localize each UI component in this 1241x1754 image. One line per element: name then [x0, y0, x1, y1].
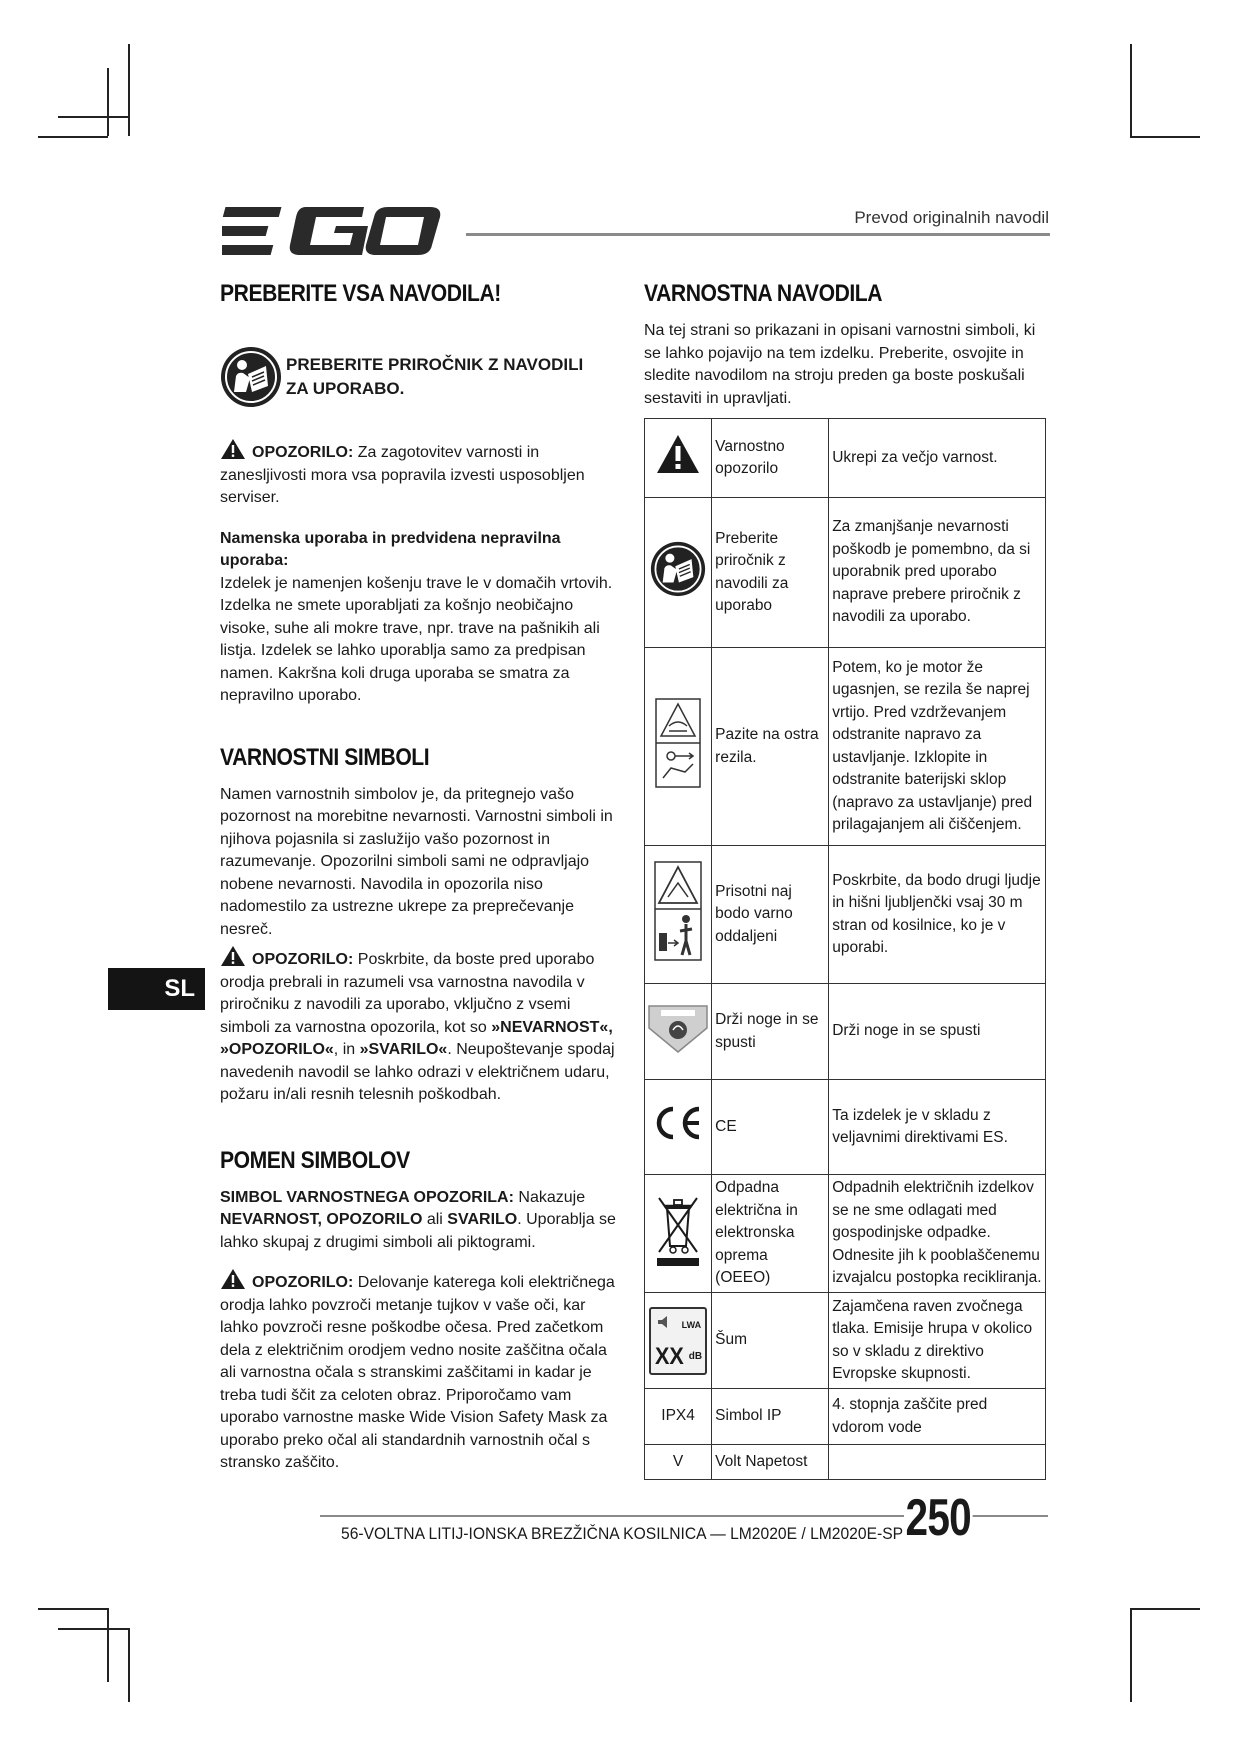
read-manual-line2: ZA UPORABO. — [286, 379, 405, 398]
symbol-meaning-text — [220, 1187, 622, 1255]
warning-repairs — [220, 438, 622, 510]
crop-mark — [1130, 1608, 1200, 1610]
symbol-name: CE — [712, 1080, 829, 1175]
symbol-meaning: Ukrepi za večjo varnost. — [829, 419, 1046, 498]
sound-db-unit: dB — [688, 1351, 703, 1362]
table-row — [645, 498, 1046, 648]
warning-triangle-icon — [655, 433, 701, 475]
header-title: Prevod originalnih navodil — [854, 208, 1049, 227]
symbol-cell — [645, 419, 712, 498]
read-manual-icon — [220, 346, 282, 408]
heading-symbol-meaning: POMEN SIMBOLOV — [220, 1146, 410, 1174]
crop-mark — [107, 68, 109, 136]
symbol-cell — [645, 498, 712, 648]
intended-use-label: Namenska uporaba in predvidena nepravilna uporaba: — [220, 529, 561, 569]
language-tab: SL — [108, 968, 205, 1010]
crop-mark — [1130, 1608, 1132, 1702]
symbol-cell: V — [645, 1445, 712, 1480]
symbol-name: Simbol IP — [712, 1389, 829, 1445]
symbol-meaning — [829, 1445, 1046, 1480]
symbol-cell: IPX4 — [645, 1389, 712, 1445]
symbols-table — [644, 418, 1046, 1480]
symbol-meaning: Drži noge in se spusti — [829, 984, 1046, 1080]
table-row — [645, 1080, 1046, 1175]
warning-keyword: »SVARILO« — [359, 1041, 448, 1058]
meaning-text: Nakazuje — [513, 1188, 586, 1206]
symbol-meaning: Ta izdelek je v skladu z veljavnimi direktivami ES. — [829, 1080, 1046, 1175]
warning-keywords: »NEVARNOST«, »OPOZORILO« — [220, 1018, 613, 1058]
meaning-label: SIMBOL VARNOSTNEGA OPOZORILA: — [220, 1188, 514, 1206]
sound-level-icon — [649, 1307, 707, 1375]
symbol-name: Preberite priročnik z navodili za uporabo — [712, 498, 829, 648]
crop-mark — [107, 1608, 109, 1682]
meaning-keywords: NEVARNOST, OPOZORILO — [220, 1211, 423, 1228]
table-row — [645, 846, 1046, 984]
sound-xx-value: XX — [655, 1343, 684, 1370]
warning-triangle-icon — [220, 945, 246, 967]
ce-mark-icon — [653, 1105, 703, 1141]
table-row — [645, 648, 1046, 846]
heading-read-all: PREBERITE VSA NAVODILA! — [220, 280, 501, 307]
symbol-meaning: Za zmanjšanje nevarnosti poškodb je pomembno, da si uporabnik pred uporabo naprave prebere priročnik z navodili za uporabo. — [829, 498, 1046, 648]
symbol-meaning: 4. stopnja zaščite pred vdorom vode — [829, 1389, 1046, 1445]
read-manual-block — [220, 346, 622, 408]
symbol-meaning: Odpadnih električnih izdelkov se ne sme odlagati med gospodinjske odpadke. Odnesite jih k pooblaščenemu izvajalcu postopka recikliranja. — [829, 1175, 1046, 1293]
warning-text: , in — [333, 1041, 360, 1058]
crop-mark — [128, 44, 130, 136]
warning-text: . Neupoštevanje spodaj navedenih navodil se lahko odrazi v električnem udaru, požaru in/ali resnih telesnih poškodbah. — [220, 1041, 615, 1103]
table-row — [645, 984, 1046, 1080]
table-row — [645, 419, 1046, 498]
symbol-name: Odpadna električna in elektronska oprema (OEEO) — [712, 1175, 829, 1293]
keep-feet-away-icon — [647, 1002, 709, 1054]
symbol-cell — [645, 984, 712, 1080]
warning-label: OPOZORILO: — [252, 951, 354, 968]
warning-triangle-icon — [220, 1268, 246, 1290]
warning-text: Za zagotovitev varnosti in zanesljivosti mora vsa popravila izvesti usposobljen serviser. — [220, 444, 585, 506]
sharp-blades-icon — [655, 698, 701, 788]
crop-mark — [58, 1628, 128, 1630]
intended-use — [220, 528, 622, 708]
intended-use-text: Izdelek je namenjen košenju trave le v domačih vrtovih. Izdelka ne smete uporabljati za košnjo neobičajno visoke, suhe ali mokre trave, npr. trave na pašnikih ali listja. Izdelek se lahko uporablja samo za predpisan namen. Kakršna koli druga uporaba se smatra za nepravilno uporabo. — [220, 574, 613, 704]
crop-mark — [38, 1608, 108, 1610]
symbol-cell — [645, 846, 712, 984]
safety-instructions-intro: Na tej strani so prikazani in opisani varnostni simboli, ki se lahko pojavijo na tem izdelku. Preberite, osvojite in sledite navodilom na stroju preden ga boste poskušali sestaviti in upravljati. — [644, 322, 1036, 407]
symbol-meaning: Poskrbite, da bodo drugi ljudje in hišni ljubljenčki vsaj 30 m stran od kosilnice, ko je v uporabi. — [829, 846, 1046, 984]
warning-label: OPOZORILO: — [252, 444, 354, 461]
speaker-icon — [656, 1314, 672, 1330]
symbol-cell — [645, 1293, 712, 1389]
heading-safety-symbols: VARNOSTNI SIMBOLI — [220, 743, 430, 771]
table-row — [645, 1389, 1046, 1445]
keep-bystanders-away-icon — [654, 861, 702, 961]
sound-lwa-label: LWA — [681, 1319, 702, 1330]
crop-mark — [128, 1628, 130, 1702]
symbol-cell — [645, 1080, 712, 1175]
right-column — [644, 280, 1050, 410]
read-manual-line1: PREBERITE PRIROČNIK Z NAVODILI — [286, 355, 584, 374]
table-row — [645, 1445, 1046, 1480]
symbol-name: Volt Napetost — [712, 1445, 829, 1480]
symbol-name: Varnostno opozorilo — [712, 419, 829, 498]
warning-read-instructions — [220, 945, 622, 1107]
symbol-cell — [645, 648, 712, 846]
header-rule — [466, 233, 1050, 236]
symbol-name: Šum — [712, 1293, 829, 1389]
table-row — [645, 1293, 1046, 1389]
symbol-meaning: Potem, ko je motor že ugasnjen, se rezila še naprej vrtijo. Pred vzdrževanjem odstranite napravo za ustavljanje. Izklopite in odstranite baterijski sklop (napravo za ustavljanje) pred prilagajanjem ali čiščenjem. — [829, 648, 1046, 846]
footer-product-title: 56-VOLTNA LITIJ-IONSKA BREZŽIČNA KOSILNICA — LM2020E / LM2020E-SP — [341, 1524, 904, 1543]
meaning-text: ali — [422, 1211, 448, 1228]
table-row — [645, 1175, 1046, 1293]
ego-logo — [222, 205, 444, 257]
symbol-cell — [645, 1175, 712, 1293]
warning-text: Delovanje katerega koli električnega orodja lahko povzroči metanje tujkov v vaše oči, kar lahko povzroči resne poškodbe očesa. Pred začetkom dela z električnim orodjem vedno nosite zaščitna očala ali varnostna očala s stranskimi zaščitami in kadar je treba tudi ščit za celoten obraz. Priporočamo vam uporabo varnostne maske Wide Vision Safety Mask za uporabo preko očal ali standardnih varnostnih očal s stransko zaščito. — [220, 1274, 615, 1471]
left-column — [220, 280, 622, 1475]
weee-bin-icon — [653, 1190, 703, 1270]
crop-mark — [1130, 136, 1200, 138]
symbol-name: Prisotni naj bodo varno oddaljeni — [712, 846, 829, 984]
read-manual-icon — [650, 541, 706, 597]
symbol-meaning: Zajamčena raven zvočnega tlaka. Emisije hrupa v okolico so v skladu z direktivo Evropske skupnosti. — [829, 1293, 1046, 1389]
symbol-name: Drži noge in se spusti — [712, 984, 829, 1080]
meaning-text: . Uporablja se lahko skupaj z drugimi simboli ali piktogrami. — [220, 1211, 616, 1251]
symbol-name: Pazite na ostra rezila. — [712, 648, 829, 846]
warning-eye-protection — [220, 1268, 622, 1475]
crop-mark — [1130, 44, 1132, 136]
safety-symbols-text: Namen varnostnih simbolov je, da pritegnejo vašo pozornost na morebitne nevarnosti. Varnostni simboli in njihova pojasnila si zaslužijo vašo pozornost in razumevanje. Opozorilni simboli sami ne odpravljajo nobene nevarnosti. Navodila in opozorila niso nadomestilo za ustrezne ukrepe za preprečevanje nesreč. — [220, 785, 613, 938]
heading-safety-instructions: VARNOSTNA NAVODILA — [644, 280, 883, 307]
meaning-keyword: SVARILO — [447, 1211, 518, 1228]
warning-label: OPOZORILO: — [252, 1274, 354, 1291]
warning-text: Poskrbite, da boste pred uporabo orodja prebrali in razumeli vsa varnostna navodila v priročniku z navodili za uporabo, vključno z vsemi simboli za varnostna opozorila, kot so — [220, 951, 595, 1036]
crop-mark — [38, 136, 108, 138]
warning-triangle-icon — [220, 438, 246, 460]
page-number: 250 — [905, 1489, 971, 1547]
crop-mark — [58, 116, 128, 118]
